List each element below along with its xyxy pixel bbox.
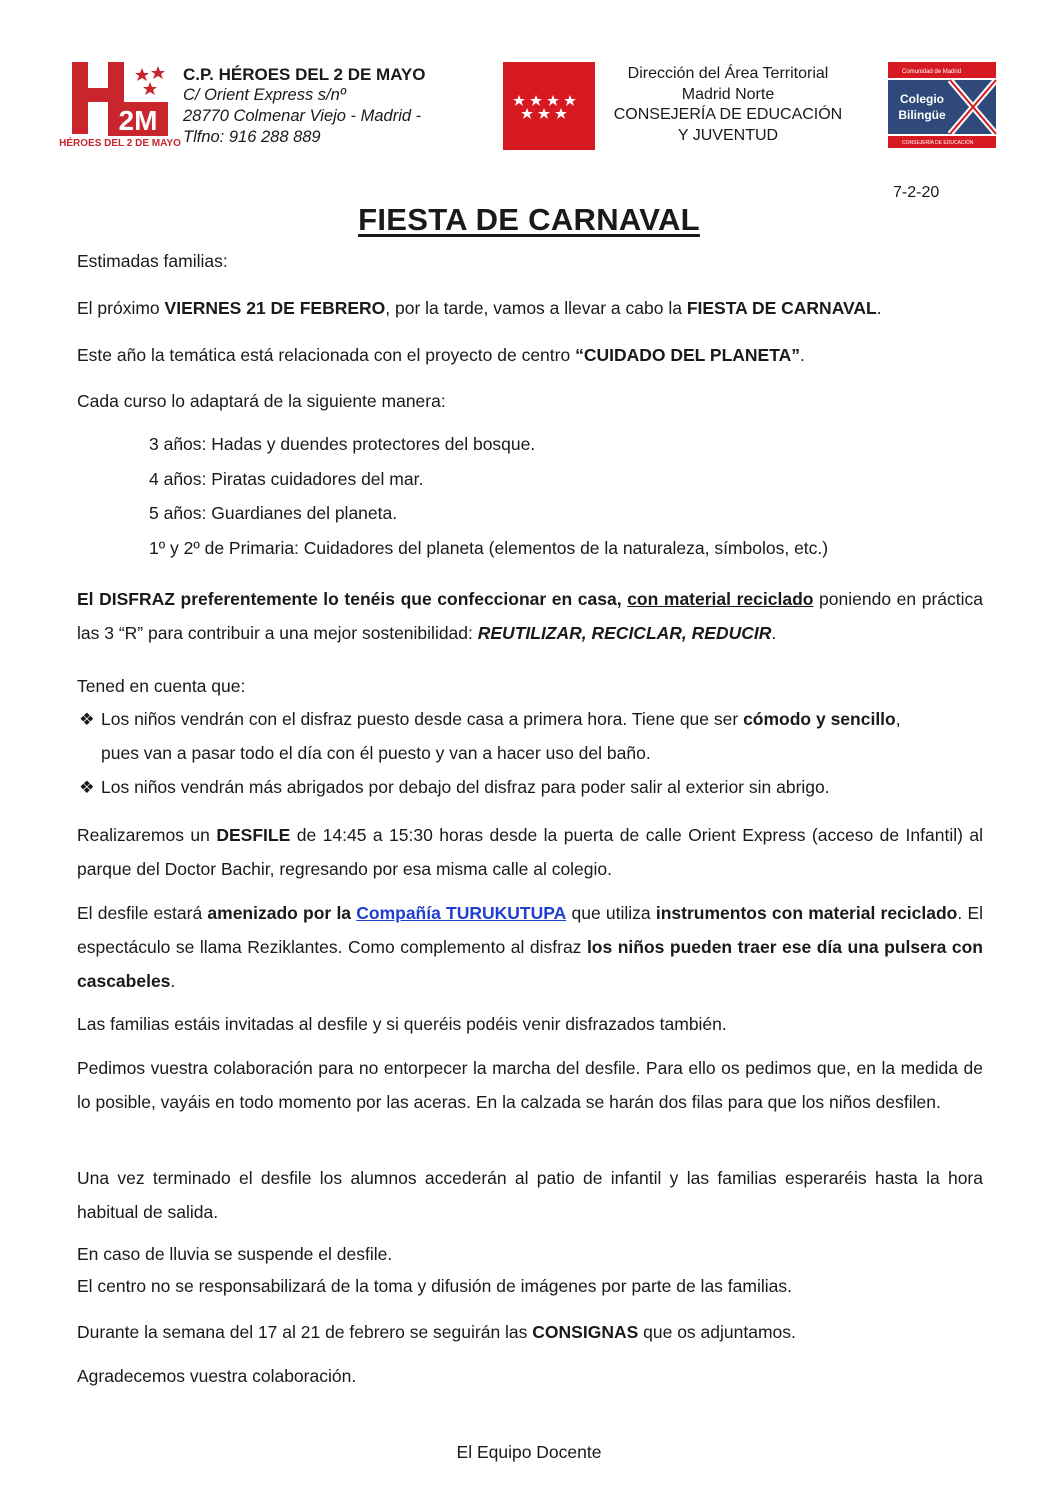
text: . — [876, 298, 882, 318]
logo-caption: HÉROES DEL 2 DE MAYO — [59, 138, 181, 149]
text: Los niños vendrán más abrigados por debajo del disfraz para poder salir al exterior sin abrigo. — [101, 777, 830, 797]
text: . El espectáculo se llama Reziklantes. Como complemento al disfraz — [77, 903, 984, 957]
school-address-2: 28770 Colmenar Viejo - Madrid - — [183, 107, 422, 125]
project-name: “CUIDADO DEL PLANETA” — [575, 345, 800, 365]
bilingue-bottom-text: CONSEJERÍA DE EDUCACIÓN — [902, 140, 974, 146]
list-item — [79, 702, 983, 736]
text: Los niños vendrán con el disfraz puesto desde casa a primera hora. Tiene que ser — [101, 709, 744, 729]
text: El DISFRAZ preferentemente lo tenéis que confeccionar en casa, — [77, 589, 628, 609]
comunidad-madrid-flag — [503, 62, 595, 150]
text: . — [771, 623, 777, 643]
paragraph-rain — [77, 1238, 983, 1302]
text: El desfile estará — [77, 903, 208, 923]
bilingue-top-text: Comunidad de Madrid — [902, 69, 962, 75]
paragraph-costume — [77, 582, 983, 650]
list-item: 1º y 2º de Primaria: Cuidadores del planeta (elementos de la naturaleza, símbolos, etc.) — [149, 537, 829, 558]
school-address-1: C/ Orient Express s/nº — [183, 86, 346, 104]
paragraph-company — [77, 896, 983, 998]
colegio-bilingue-logo — [888, 62, 996, 148]
text-bold: DESFILE — [216, 825, 291, 845]
text: . — [170, 971, 176, 991]
text-bold: instrumentos con material reciclado — [655, 903, 958, 923]
dat-line-4: Y JUVENTUD — [677, 126, 779, 144]
text: poniendo en práctica las 3 “R” para contribuir a una mejor sostenibilidad: — [77, 589, 983, 643]
event-date: VIERNES 21 DE FEBRERO — [164, 298, 386, 318]
diamond-bullet-icon: ❖ — [79, 777, 95, 797]
svg-text:2M: 2M — [118, 105, 158, 136]
document-date: 7-2-20 — [893, 184, 940, 201]
text-bold: cómodo y sencillo — [743, 709, 896, 729]
list-item: 5 años: Guardianes del planeta. — [149, 503, 398, 523]
dat-line-2: Madrid Norte — [681, 85, 775, 103]
text: que utiliza — [566, 903, 656, 923]
paragraph-collaboration: Pedimos vuestra colaboración para no entorpecer la marcha del desfile. Para ello os pedimos que, en la medida de lo posible, vayáis en todo momento por las aceras. En la calzada se harán dos filas para que los niños desfilen. — [77, 1058, 983, 1112]
paragraph-families: Las familias estáis invitadas al desfile y si queréis podéis venir disfrazados también. — [77, 1014, 727, 1034]
page-title: FIESTA DE CARNAVAL — [358, 202, 700, 237]
paragraph-thanks: Agradecemos vuestra colaboración. — [77, 1366, 357, 1386]
bilingue-line-1: Colegio — [900, 92, 944, 106]
school-logo — [59, 62, 181, 156]
text: Este año la temática está relacionada con el proyecto de centro — [77, 345, 576, 365]
bullet-list — [79, 702, 983, 804]
list-item: 4 años: Piratas cuidadores del mar. — [149, 468, 424, 489]
school-phone: Tlfno: 916 288 889 — [183, 128, 321, 146]
paragraph-theme — [77, 338, 983, 372]
text: El centro no se responsabilizará de la toma y difusión de imágenes por parte de las familias. — [77, 1276, 792, 1296]
text: Durante la semana del 17 al 21 de febrero se seguirán las — [77, 1322, 533, 1342]
bilingue-line-2: Bilingüe — [898, 108, 946, 122]
diamond-bullet-icon: ❖ — [79, 709, 95, 729]
dat-line-3: CONSEJERÍA DE EDUCACIÓN — [613, 106, 843, 123]
school-info — [183, 64, 425, 148]
company-link[interactable]: Compañía TURUKUTUPA — [356, 903, 567, 923]
text: Realizaremos un — [77, 825, 217, 845]
paragraph-parade — [77, 818, 983, 886]
paragraph-instructions — [77, 1315, 983, 1349]
greeting: Estimadas familias: — [77, 251, 228, 271]
dat-block — [598, 64, 858, 146]
paragraph-after-parade: Una vez terminado el desfile los alumnos accederán al patio de infantil y las familias esperaréis hasta la hora habitual de salida. — [77, 1168, 983, 1222]
text-bold: CONSIGNAS — [532, 1322, 639, 1342]
text: El próximo — [77, 298, 165, 318]
paragraph-date — [77, 291, 983, 325]
text-bold: amenizado por la — [207, 903, 357, 923]
school-name: C.P. HÉROES DEL 2 DE MAYO — [183, 65, 426, 84]
recycled-material: con material reciclado — [627, 589, 814, 609]
text: . — [800, 345, 805, 365]
paragraph-courses-intro: Cada curso lo adaptará de la siguiente manera: — [77, 391, 446, 411]
text: , — [895, 709, 901, 729]
dat-line-1: Dirección del Área Territorial — [627, 65, 829, 82]
three-r: REUTILIZAR, RECICLAR, REDUCIR — [477, 623, 772, 643]
event-name: FIESTA DE CARNAVAL — [686, 298, 877, 318]
text: de 14:45 a 15:30 horas desde la puerta de calle Orient Express (acceso de Infantil) al parque del Doctor Bachir, regresando por esa misma calle al colegio. — [77, 825, 984, 879]
signature: El Equipo Docente — [456, 1442, 602, 1462]
list-item-continuation: pues van a pasar todo el día con él puesto y van a hacer uso del baño. — [101, 743, 651, 763]
text: En caso de lluvia se suspende el desfile. — [77, 1244, 393, 1264]
text: que os adjuntamos. — [638, 1322, 796, 1342]
text-bold: los niños pueden traer ese día una pulsera con cascabeles — [77, 937, 983, 991]
text: , por la tarde, vamos a llevar a cabo la — [385, 298, 687, 318]
list-item — [79, 770, 983, 804]
course-list — [149, 427, 828, 565]
list-item: 3 años: Hadas y duendes protectores del bosque. — [149, 434, 536, 454]
paragraph-notes-intro: Tened en cuenta que: — [77, 676, 246, 696]
